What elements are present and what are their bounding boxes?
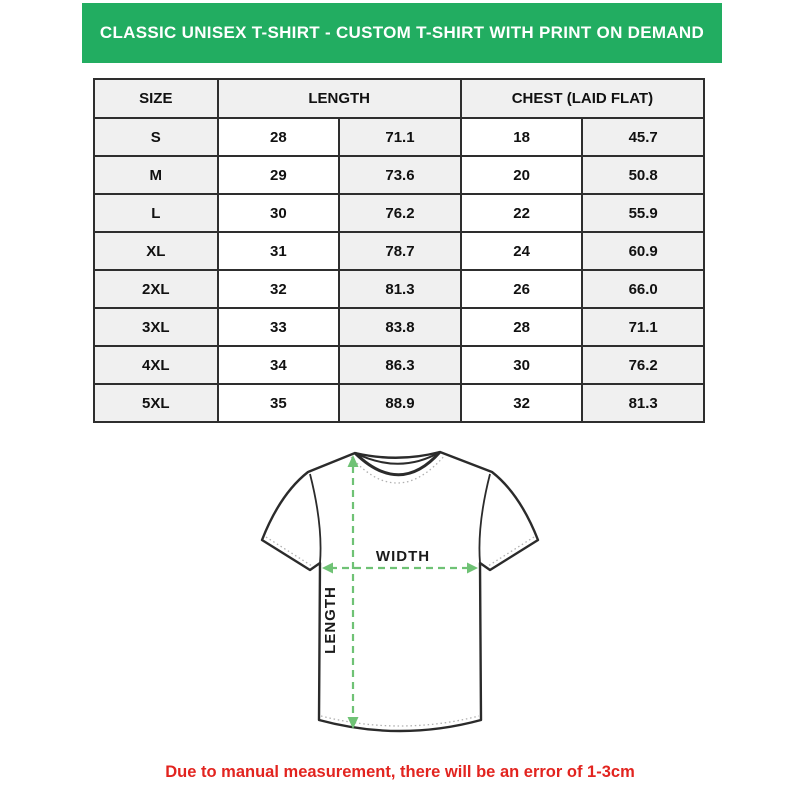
chest-in-cell: 30 xyxy=(461,346,583,384)
tshirt-measurement-diagram xyxy=(240,430,560,750)
col-header-length: LENGTH xyxy=(218,79,461,118)
length-cm-cell: 81.3 xyxy=(339,270,461,308)
table-row xyxy=(94,308,704,346)
length-cm-cell: 83.8 xyxy=(339,308,461,346)
size-cell: XL xyxy=(94,232,218,270)
table-row xyxy=(94,270,704,308)
size-table xyxy=(93,78,705,423)
chest-in-cell: 26 xyxy=(461,270,583,308)
length-in-cell: 33 xyxy=(218,308,340,346)
table-row xyxy=(94,346,704,384)
length-in-cell: 28 xyxy=(218,118,340,156)
length-cm-cell: 88.9 xyxy=(339,384,461,422)
size-cell: M xyxy=(94,156,218,194)
table-row xyxy=(94,156,704,194)
chest-in-cell: 18 xyxy=(461,118,583,156)
length-in-cell: 31 xyxy=(218,232,340,270)
chest-cm-cell: 55.9 xyxy=(582,194,704,232)
length-cm-cell: 86.3 xyxy=(339,346,461,384)
tshirt-body-outline xyxy=(262,452,538,731)
col-header-chest: CHEST (LAID FLAT) xyxy=(461,79,704,118)
length-cm-cell: 76.2 xyxy=(339,194,461,232)
chest-cm-cell: 76.2 xyxy=(582,346,704,384)
width-label: WIDTH xyxy=(375,548,431,565)
length-in-cell: 35 xyxy=(218,384,340,422)
length-in-cell: 34 xyxy=(218,346,340,384)
length-label: LENGTH xyxy=(322,586,339,654)
chest-in-cell: 24 xyxy=(461,232,583,270)
size-cell: 5XL xyxy=(94,384,218,422)
size-cell: L xyxy=(94,194,218,232)
table-row xyxy=(94,118,704,156)
length-in-cell: 30 xyxy=(218,194,340,232)
chest-cm-cell: 60.9 xyxy=(582,232,704,270)
chest-cm-cell: 45.7 xyxy=(582,118,704,156)
chest-cm-cell: 71.1 xyxy=(582,308,704,346)
col-header-size: SIZE xyxy=(94,79,218,118)
size-cell: 2XL xyxy=(94,270,218,308)
table-row xyxy=(94,194,704,232)
length-cm-cell: 78.7 xyxy=(339,232,461,270)
note-text: Due to manual measurement, there will be an error of 1-3cm xyxy=(165,763,635,781)
measurement-error-note xyxy=(0,763,800,782)
length-cm-cell: 73.6 xyxy=(339,156,461,194)
chest-cm-cell: 81.3 xyxy=(582,384,704,422)
chest-in-cell: 28 xyxy=(461,308,583,346)
length-in-cell: 29 xyxy=(218,156,340,194)
tshirt-outline-drawing xyxy=(240,430,560,750)
table-row xyxy=(94,232,704,270)
table-row xyxy=(94,384,704,422)
chest-in-cell: 32 xyxy=(461,384,583,422)
size-cell: S xyxy=(94,118,218,156)
chest-cm-cell: 50.8 xyxy=(582,156,704,194)
chest-in-cell: 20 xyxy=(461,156,583,194)
length-in-cell: 32 xyxy=(218,270,340,308)
size-cell: 3XL xyxy=(94,308,218,346)
size-cell: 4XL xyxy=(94,346,218,384)
title-banner xyxy=(82,3,722,63)
length-cm-cell: 71.1 xyxy=(339,118,461,156)
table-header-row xyxy=(94,79,704,118)
page-title: CLASSIC UNISEX T-SHIRT - CUSTOM T-SHIRT WITH PRINT ON DEMAND xyxy=(99,23,705,42)
chest-in-cell: 22 xyxy=(461,194,583,232)
chest-cm-cell: 66.0 xyxy=(582,270,704,308)
